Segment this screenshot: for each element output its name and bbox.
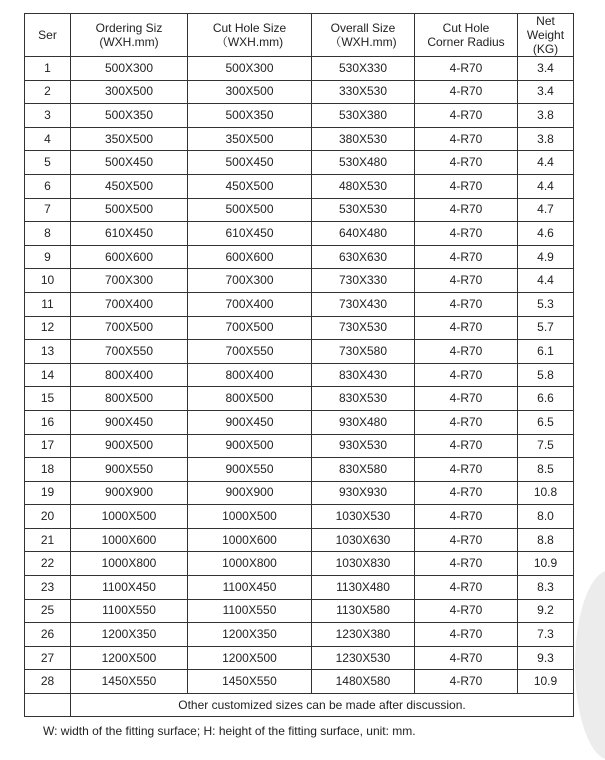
- cell-ordering: 1100X550: [71, 599, 188, 623]
- cell-corner: 4-R70: [415, 292, 518, 316]
- cell-ordering: 1450X550: [71, 670, 188, 694]
- table-row: [25, 245, 574, 269]
- cell-ser: 22: [25, 552, 71, 576]
- table-row: [25, 670, 574, 694]
- cell-corner: 4-R70: [415, 57, 518, 81]
- cell-corner: 4-R70: [415, 481, 518, 505]
- cell-overall: 730X530: [312, 316, 415, 340]
- cell-weight: 7.5: [518, 434, 574, 458]
- cell-ser: 23: [25, 576, 71, 600]
- cell-ordering: 800X400: [71, 363, 188, 387]
- cell-ser: 25: [25, 599, 71, 623]
- cell-ser: 26: [25, 623, 71, 647]
- table-header-row: [25, 14, 574, 57]
- cell-overall: 930X930: [312, 481, 415, 505]
- cell-corner: 4-R70: [415, 505, 518, 529]
- cell-overall: 1130X580: [312, 599, 415, 623]
- cell-ser: 3: [25, 104, 71, 128]
- cell-cut: 500X350: [188, 104, 312, 128]
- table-row: [25, 387, 574, 411]
- cell-weight: 7.3: [518, 623, 574, 647]
- cell-weight: 6.6: [518, 387, 574, 411]
- cell-corner: 4-R70: [415, 151, 518, 175]
- table-row: [25, 104, 574, 128]
- cell-corner: 4-R70: [415, 245, 518, 269]
- cell-ser: 20: [25, 505, 71, 529]
- cell-ser: 10: [25, 269, 71, 293]
- cell-corner: 4-R70: [415, 222, 518, 246]
- cell-weight: 4.4: [518, 151, 574, 175]
- cell-ordering: 300X500: [71, 80, 188, 104]
- table-row: [25, 623, 574, 647]
- table-row: [25, 292, 574, 316]
- cell-weight: 5.3: [518, 292, 574, 316]
- cell-ser: 4: [25, 127, 71, 151]
- cell-corner: 4-R70: [415, 387, 518, 411]
- cell-ordering: 700X500: [71, 316, 188, 340]
- cell-weight: 4.4: [518, 174, 574, 198]
- cell-weight: 5.7: [518, 316, 574, 340]
- cell-ser: 1: [25, 57, 71, 81]
- cell-cut: 610X450: [188, 222, 312, 246]
- cell-ordering: 450X500: [71, 174, 188, 198]
- cell-corner: 4-R70: [415, 599, 518, 623]
- cell-ordering: 500X300: [71, 57, 188, 81]
- cell-ser: 16: [25, 410, 71, 434]
- cell-overall: 530X480: [312, 151, 415, 175]
- cell-ordering: 350X500: [71, 127, 188, 151]
- cell-overall: 630X630: [312, 245, 415, 269]
- cell-cut: 1000X500: [188, 505, 312, 529]
- cell-overall: 1480X580: [312, 670, 415, 694]
- table-row: [25, 80, 574, 104]
- cell-ser: 8: [25, 222, 71, 246]
- cell-weight: 9.2: [518, 599, 574, 623]
- cell-overall: 530X330: [312, 57, 415, 81]
- cell-overall: 730X430: [312, 292, 415, 316]
- cell-weight: 10.9: [518, 552, 574, 576]
- cell-cut: 450X500: [188, 174, 312, 198]
- cell-weight: 4.9: [518, 245, 574, 269]
- cell-ser: 6: [25, 174, 71, 198]
- cell-ordering: 900X550: [71, 458, 188, 482]
- cell-corner: 4-R70: [415, 104, 518, 128]
- table-row: [25, 174, 574, 198]
- cell-overall: 330X530: [312, 80, 415, 104]
- table-row: [25, 410, 574, 434]
- table-body: [25, 57, 574, 694]
- table-row: [25, 505, 574, 529]
- cell-ordering: 1200X500: [71, 646, 188, 670]
- cell-overall: 1030X830: [312, 552, 415, 576]
- cell-overall: 530X530: [312, 198, 415, 222]
- cell-ordering: 700X550: [71, 340, 188, 364]
- cell-weight: 4.6: [518, 222, 574, 246]
- cell-overall: 1230X380: [312, 623, 415, 647]
- cell-overall: 930X480: [312, 410, 415, 434]
- cell-ser: 9: [25, 245, 71, 269]
- cell-ser: 7: [25, 198, 71, 222]
- cell-weight: 6.1: [518, 340, 574, 364]
- cell-ordering: 600X600: [71, 245, 188, 269]
- cell-weight: 8.8: [518, 528, 574, 552]
- table-row: [25, 222, 574, 246]
- table-row: [25, 599, 574, 623]
- cell-overall: 380X530: [312, 127, 415, 151]
- cell-weight: 3.8: [518, 104, 574, 128]
- header-corner-radius: Cut Hole Corner Radius: [415, 14, 518, 57]
- table-row: [25, 269, 574, 293]
- cell-overall: 480X530: [312, 174, 415, 198]
- cell-overall: 730X580: [312, 340, 415, 364]
- cell-corner: 4-R70: [415, 552, 518, 576]
- cell-cut: 1200X500: [188, 646, 312, 670]
- cell-overall: 830X580: [312, 458, 415, 482]
- custom-size-note: Other customized sizes can be made after discussion.: [71, 694, 574, 717]
- cell-overall: 1030X630: [312, 528, 415, 552]
- cell-ordering: 610X450: [71, 222, 188, 246]
- cell-cut: 1200X350: [188, 623, 312, 647]
- cell-ordering: 500X450: [71, 151, 188, 175]
- cell-cut: 1000X800: [188, 552, 312, 576]
- cell-ordering: 700X400: [71, 292, 188, 316]
- cell-cut: 300X500: [188, 80, 312, 104]
- table-row: [25, 481, 574, 505]
- cell-corner: 4-R70: [415, 670, 518, 694]
- table-row: [25, 363, 574, 387]
- cell-overall: 830X530: [312, 387, 415, 411]
- cell-ordering: 1000X600: [71, 528, 188, 552]
- cell-weight: 5.8: [518, 363, 574, 387]
- cell-overall: 830X430: [312, 363, 415, 387]
- cell-ordering: 900X450: [71, 410, 188, 434]
- header-cut-hole-size: Cut Hole Size （WXH.mm): [188, 14, 312, 57]
- cell-cut: 1100X450: [188, 576, 312, 600]
- cell-ser: 28: [25, 670, 71, 694]
- header-net-weight: Net Weight (KG): [518, 14, 574, 57]
- header-ordering-size: Ordering Siz (WXH.mm): [71, 14, 188, 57]
- cell-overall: 1230X530: [312, 646, 415, 670]
- cell-cut: 800X400: [188, 363, 312, 387]
- cell-overall: 640X480: [312, 222, 415, 246]
- cell-corner: 4-R70: [415, 646, 518, 670]
- cell-ordering: 500X500: [71, 198, 188, 222]
- cell-weight: 10.9: [518, 670, 574, 694]
- note-row: [25, 694, 574, 717]
- cell-cut: 900X550: [188, 458, 312, 482]
- cell-weight: 3.4: [518, 80, 574, 104]
- cell-ordering: 900X900: [71, 481, 188, 505]
- cell-cut: 1100X550: [188, 599, 312, 623]
- cell-corner: 4-R70: [415, 80, 518, 104]
- cell-ser: 2: [25, 80, 71, 104]
- cell-cut: 900X900: [188, 481, 312, 505]
- cell-weight: 8.5: [518, 458, 574, 482]
- table-row: [25, 340, 574, 364]
- cell-ser: 18: [25, 458, 71, 482]
- cell-cut: 1000X600: [188, 528, 312, 552]
- cell-weight: 4.4: [518, 269, 574, 293]
- cell-cut: 900X450: [188, 410, 312, 434]
- cell-ser: 17: [25, 434, 71, 458]
- table-row: [25, 458, 574, 482]
- table-row: [25, 434, 574, 458]
- cell-overall: 930X530: [312, 434, 415, 458]
- cell-corner: 4-R70: [415, 576, 518, 600]
- cell-weight: 4.7: [518, 198, 574, 222]
- size-spec-table: [24, 13, 574, 717]
- unit-caption: W: width of the fitting surface; H: height of the fitting surface, unit: mm.: [43, 724, 416, 738]
- table-row: [25, 151, 574, 175]
- cell-ser: 15: [25, 387, 71, 411]
- table-row: [25, 576, 574, 600]
- cell-corner: 4-R70: [415, 127, 518, 151]
- cell-ordering: 1000X800: [71, 552, 188, 576]
- cell-weight: 3.4: [518, 57, 574, 81]
- cell-overall: 730X330: [312, 269, 415, 293]
- background-decoration: [575, 570, 605, 760]
- cell-ser: 19: [25, 481, 71, 505]
- cell-corner: 4-R70: [415, 458, 518, 482]
- cell-ordering: 1000X500: [71, 505, 188, 529]
- cell-ordering: 500X350: [71, 104, 188, 128]
- cell-corner: 4-R70: [415, 410, 518, 434]
- cell-ordering: 1200X350: [71, 623, 188, 647]
- cell-cut: 700X550: [188, 340, 312, 364]
- cell-ordering: 800X500: [71, 387, 188, 411]
- cell-cut: 900X500: [188, 434, 312, 458]
- cell-ordering: 700X300: [71, 269, 188, 293]
- cell-cut: 700X500: [188, 316, 312, 340]
- cell-ser: 21: [25, 528, 71, 552]
- cell-weight: 10.8: [518, 481, 574, 505]
- cell-corner: 4-R70: [415, 528, 518, 552]
- table-row: [25, 316, 574, 340]
- table-row: [25, 127, 574, 151]
- cell-ser: 14: [25, 363, 71, 387]
- note-spacer: [25, 694, 71, 717]
- cell-corner: 4-R70: [415, 434, 518, 458]
- cell-cut: 500X500: [188, 198, 312, 222]
- cell-weight: 8.0: [518, 505, 574, 529]
- cell-ser: 11: [25, 292, 71, 316]
- table-row: [25, 57, 574, 81]
- cell-cut: 600X600: [188, 245, 312, 269]
- table-row: [25, 646, 574, 670]
- cell-cut: 800X500: [188, 387, 312, 411]
- table-row: [25, 198, 574, 222]
- header-ser: Ser: [25, 14, 71, 57]
- cell-weight: 8.3: [518, 576, 574, 600]
- cell-corner: 4-R70: [415, 363, 518, 387]
- cell-corner: 4-R70: [415, 623, 518, 647]
- cell-overall: 1130X480: [312, 576, 415, 600]
- cell-ser: 13: [25, 340, 71, 364]
- cell-cut: 700X400: [188, 292, 312, 316]
- table-row: [25, 552, 574, 576]
- header-overall-size: Overall Size （WXH.mm): [312, 14, 415, 57]
- cell-weight: 3.8: [518, 127, 574, 151]
- cell-corner: 4-R70: [415, 174, 518, 198]
- cell-cut: 1450X550: [188, 670, 312, 694]
- cell-cut: 350X500: [188, 127, 312, 151]
- cell-overall: 1030X530: [312, 505, 415, 529]
- cell-corner: 4-R70: [415, 198, 518, 222]
- cell-cut: 500X300: [188, 57, 312, 81]
- cell-ser: 12: [25, 316, 71, 340]
- cell-cut: 700X300: [188, 269, 312, 293]
- cell-corner: 4-R70: [415, 269, 518, 293]
- cell-ordering: 1100X450: [71, 576, 188, 600]
- cell-corner: 4-R70: [415, 340, 518, 364]
- cell-corner: 4-R70: [415, 316, 518, 340]
- cell-ser: 27: [25, 646, 71, 670]
- cell-weight: 9.3: [518, 646, 574, 670]
- cell-weight: 6.5: [518, 410, 574, 434]
- table-row: [25, 528, 574, 552]
- cell-overall: 530X380: [312, 104, 415, 128]
- cell-ordering: 900X500: [71, 434, 188, 458]
- cell-ser: 5: [25, 151, 71, 175]
- cell-cut: 500X450: [188, 151, 312, 175]
